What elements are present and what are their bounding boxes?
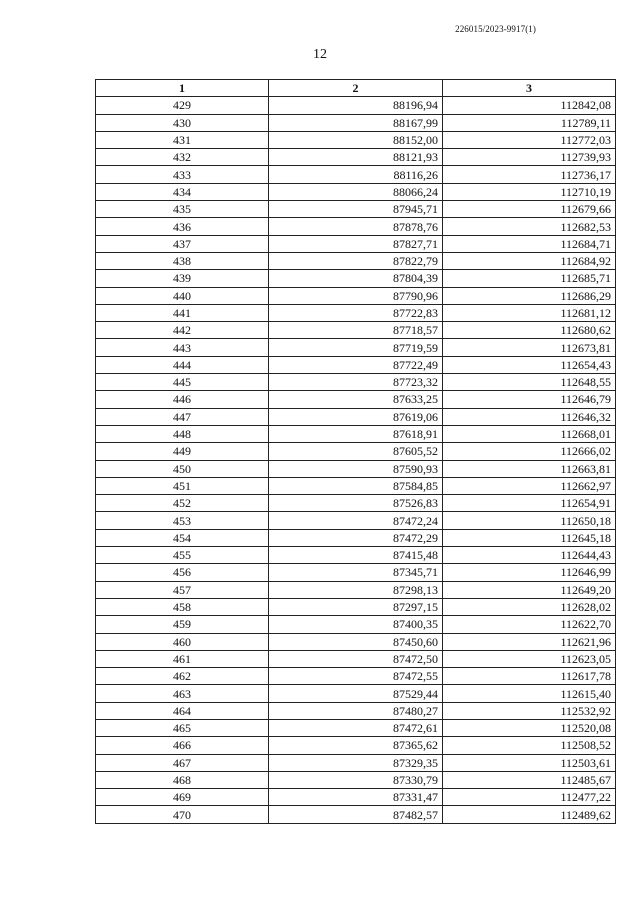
table-row [96, 252, 616, 269]
coordinate-y-cell: 112673,81 [443, 339, 616, 356]
point-number-cell: 433 [96, 166, 269, 183]
coordinate-x-cell: 87719,59 [269, 339, 443, 356]
coordinate-x-cell: 88066,24 [269, 183, 443, 200]
point-number-cell: 456 [96, 564, 269, 581]
coordinate-x-cell: 87619,06 [269, 408, 443, 425]
table-row [96, 719, 616, 736]
table-row [96, 97, 616, 114]
point-number-cell: 465 [96, 719, 269, 736]
coordinate-y-cell: 112646,32 [443, 408, 616, 425]
coordinate-x-cell: 87633,25 [269, 391, 443, 408]
coordinate-y-cell: 112628,02 [443, 598, 616, 615]
coordinate-y-cell: 112789,11 [443, 114, 616, 131]
point-number-cell: 435 [96, 201, 269, 218]
table-row [96, 287, 616, 304]
coordinate-y-cell: 112684,92 [443, 252, 616, 269]
point-number-cell: 432 [96, 149, 269, 166]
coordinate-x-cell: 87480,27 [269, 702, 443, 719]
table-row [96, 806, 616, 823]
coordinate-x-cell: 87526,83 [269, 495, 443, 512]
coordinate-y-cell: 112666,02 [443, 443, 616, 460]
table-row [96, 356, 616, 373]
table-row [96, 131, 616, 148]
coordinate-y-cell: 112650,18 [443, 512, 616, 529]
coordinate-y-cell: 112615,40 [443, 685, 616, 702]
coordinates-table [95, 79, 616, 824]
point-number-cell: 439 [96, 270, 269, 287]
table-row [96, 183, 616, 200]
coordinate-x-cell: 87722,49 [269, 356, 443, 373]
point-number-cell: 468 [96, 771, 269, 788]
coordinate-y-cell: 112649,20 [443, 581, 616, 598]
table-row [96, 547, 616, 564]
column-header-1: 1 [96, 80, 269, 97]
point-number-cell: 443 [96, 339, 269, 356]
coordinate-y-cell: 112644,43 [443, 547, 616, 564]
point-number-cell: 451 [96, 477, 269, 494]
table-body [96, 97, 616, 823]
coordinate-y-cell: 112679,66 [443, 201, 616, 218]
coordinate-y-cell: 112681,12 [443, 304, 616, 321]
coordinate-y-cell: 112508,52 [443, 737, 616, 754]
table-row [96, 270, 616, 287]
table-row [96, 235, 616, 252]
point-number-cell: 445 [96, 374, 269, 391]
table-row [96, 771, 616, 788]
table-row [96, 581, 616, 598]
coordinate-y-cell: 112736,17 [443, 166, 616, 183]
point-number-cell: 466 [96, 737, 269, 754]
coordinate-y-cell: 112662,97 [443, 477, 616, 494]
table-row [96, 391, 616, 408]
coordinate-x-cell: 87827,71 [269, 235, 443, 252]
point-number-cell: 469 [96, 789, 269, 806]
coordinate-x-cell: 87472,24 [269, 512, 443, 529]
table-row [96, 166, 616, 183]
column-header-3: 3 [443, 80, 616, 97]
point-number-cell: 450 [96, 460, 269, 477]
point-number-cell: 434 [96, 183, 269, 200]
table-row [96, 495, 616, 512]
table-row [96, 737, 616, 754]
point-number-cell: 430 [96, 114, 269, 131]
coordinate-y-cell: 112623,05 [443, 650, 616, 667]
coordinate-x-cell: 87722,83 [269, 304, 443, 321]
point-number-cell: 447 [96, 408, 269, 425]
coordinate-x-cell: 87878,76 [269, 218, 443, 235]
point-number-cell: 431 [96, 131, 269, 148]
point-number-cell: 449 [96, 443, 269, 460]
coordinate-y-cell: 112680,62 [443, 322, 616, 339]
coordinate-x-cell: 88167,99 [269, 114, 443, 131]
coordinate-y-cell: 112645,18 [443, 529, 616, 546]
coordinate-x-cell: 87822,79 [269, 252, 443, 269]
coordinate-x-cell: 87804,39 [269, 270, 443, 287]
point-number-cell: 457 [96, 581, 269, 598]
table-row [96, 339, 616, 356]
coordinate-x-cell: 87605,52 [269, 443, 443, 460]
coordinate-y-cell: 112503,61 [443, 754, 616, 771]
table-row [96, 685, 616, 702]
coordinate-y-cell: 112532,92 [443, 702, 616, 719]
coordinate-x-cell: 87529,44 [269, 685, 443, 702]
table-row [96, 668, 616, 685]
point-number-cell: 448 [96, 425, 269, 442]
coordinate-y-cell: 112520,08 [443, 719, 616, 736]
point-number-cell: 462 [96, 668, 269, 685]
coordinate-x-cell: 87345,71 [269, 564, 443, 581]
table-row [96, 304, 616, 321]
coordinate-y-cell: 112684,71 [443, 235, 616, 252]
table-row [96, 425, 616, 442]
coordinate-x-cell: 87298,13 [269, 581, 443, 598]
coordinate-y-cell: 112842,08 [443, 97, 616, 114]
column-header-2: 2 [269, 80, 443, 97]
coordinate-x-cell: 87590,93 [269, 460, 443, 477]
table-row [96, 512, 616, 529]
coordinate-x-cell: 87472,50 [269, 650, 443, 667]
point-number-cell: 444 [96, 356, 269, 373]
coordinate-y-cell: 112477,22 [443, 789, 616, 806]
point-number-cell: 470 [96, 806, 269, 823]
coordinate-y-cell: 112663,81 [443, 460, 616, 477]
point-number-cell: 463 [96, 685, 269, 702]
coordinate-x-cell: 87415,48 [269, 547, 443, 564]
table-row [96, 374, 616, 391]
coordinate-x-cell: 87400,35 [269, 616, 443, 633]
coordinate-x-cell: 88196,94 [269, 97, 443, 114]
coordinate-x-cell: 87297,15 [269, 598, 443, 615]
coordinate-y-cell: 112654,91 [443, 495, 616, 512]
table-row [96, 460, 616, 477]
coordinate-x-cell: 87718,57 [269, 322, 443, 339]
table-row [96, 114, 616, 131]
point-number-cell: 464 [96, 702, 269, 719]
point-number-cell: 441 [96, 304, 269, 321]
table-row [96, 201, 616, 218]
coordinate-x-cell: 87330,79 [269, 771, 443, 788]
coordinate-x-cell: 87472,55 [269, 668, 443, 685]
coordinate-x-cell: 87472,29 [269, 529, 443, 546]
point-number-cell: 452 [96, 495, 269, 512]
table-header-row [96, 80, 616, 97]
table-row [96, 789, 616, 806]
point-number-cell: 455 [96, 547, 269, 564]
table-row [96, 598, 616, 615]
coordinate-x-cell: 87482,57 [269, 806, 443, 823]
coordinate-y-cell: 112646,79 [443, 391, 616, 408]
coordinate-y-cell: 112646,99 [443, 564, 616, 581]
coordinate-y-cell: 112739,93 [443, 149, 616, 166]
point-number-cell: 438 [96, 252, 269, 269]
point-number-cell: 440 [96, 287, 269, 304]
point-number-cell: 429 [96, 97, 269, 114]
table-row [96, 633, 616, 650]
coordinate-y-cell: 112682,53 [443, 218, 616, 235]
point-number-cell: 442 [96, 322, 269, 339]
coordinate-y-cell: 112710,19 [443, 183, 616, 200]
point-number-cell: 453 [96, 512, 269, 529]
coordinate-x-cell: 87790,96 [269, 287, 443, 304]
coordinate-y-cell: 112686,29 [443, 287, 616, 304]
table-row [96, 477, 616, 494]
coordinate-x-cell: 88121,93 [269, 149, 443, 166]
coordinate-x-cell: 87329,35 [269, 754, 443, 771]
table-row [96, 149, 616, 166]
table-row [96, 218, 616, 235]
coordinate-y-cell: 112617,78 [443, 668, 616, 685]
coordinate-x-cell: 88152,00 [269, 131, 443, 148]
point-number-cell: 459 [96, 616, 269, 633]
coordinate-x-cell: 87618,91 [269, 425, 443, 442]
coordinate-y-cell: 112654,43 [443, 356, 616, 373]
point-number-cell: 458 [96, 598, 269, 615]
point-number-cell: 446 [96, 391, 269, 408]
coordinate-x-cell: 87450,60 [269, 633, 443, 650]
point-number-cell: 460 [96, 633, 269, 650]
point-number-cell: 461 [96, 650, 269, 667]
table-row [96, 529, 616, 546]
document-id: 226015/2023-9917(1) [455, 24, 536, 34]
coordinate-y-cell: 112485,67 [443, 771, 616, 788]
table-row [96, 443, 616, 460]
point-number-cell: 437 [96, 235, 269, 252]
coordinate-y-cell: 112668,01 [443, 425, 616, 442]
point-number-cell: 454 [96, 529, 269, 546]
point-number-cell: 467 [96, 754, 269, 771]
coordinate-y-cell: 112772,03 [443, 131, 616, 148]
table-row [96, 702, 616, 719]
coordinate-y-cell: 112648,55 [443, 374, 616, 391]
table-row [96, 616, 616, 633]
coordinate-y-cell: 112621,96 [443, 633, 616, 650]
coordinate-x-cell: 87365,62 [269, 737, 443, 754]
table-row [96, 754, 616, 771]
table-row [96, 650, 616, 667]
coordinate-y-cell: 112622,70 [443, 616, 616, 633]
point-number-cell: 436 [96, 218, 269, 235]
table-row [96, 564, 616, 581]
coordinate-y-cell: 112685,71 [443, 270, 616, 287]
coordinate-x-cell: 87945,71 [269, 201, 443, 218]
table-row [96, 322, 616, 339]
coordinate-x-cell: 87331,47 [269, 789, 443, 806]
table-row [96, 408, 616, 425]
page-number: 12 [313, 47, 327, 62]
coordinate-x-cell: 87584,85 [269, 477, 443, 494]
coordinate-x-cell: 88116,26 [269, 166, 443, 183]
coordinate-y-cell: 112489,62 [443, 806, 616, 823]
coordinate-x-cell: 87723,32 [269, 374, 443, 391]
coordinate-x-cell: 87472,61 [269, 719, 443, 736]
